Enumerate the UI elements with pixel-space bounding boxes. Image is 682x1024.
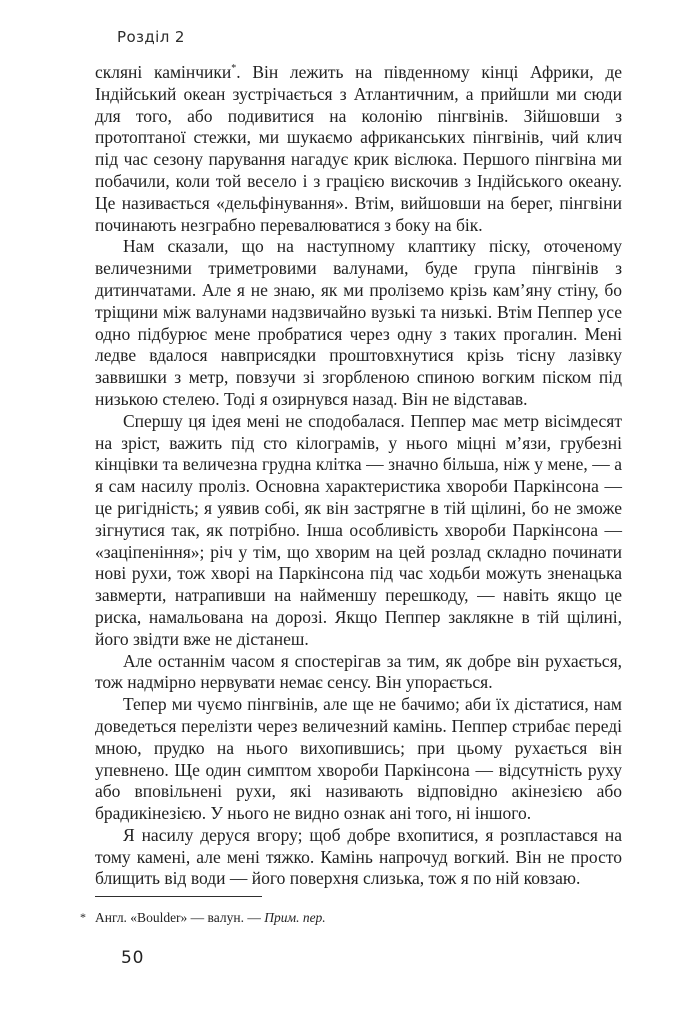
paragraph: Тепер ми чуємо пінгвінів, але ще не бачимо; аби їх дістатися, нам доведеться перелізти через величезний камінь. Пеппер стрибає переді мною, прудко на нього вихопившись; при цьому рухається він упевнено. Ще один симптом хвороби Паркінсона — відсутність руху або вповільнені рухи, які називають відповідно акінезією або брадикінезією. У нього не видно ознак ані того, ні іншого. xyxy=(95,694,622,824)
paragraph xyxy=(95,62,622,236)
paragraph: Спершу ця ідея мені не сподобалася. Пеппер має метр вісімдесят на зріст, важить під сто кілограмів, у нього міцні м’язи, грубезні кінцівки та величезна грудна клітка — значно більша, ніж у мене, — а я сам насилу проліз. Основна характеристика хвороби Паркінсона — це ригідність; я уявив собі, як він застрягне в тій щілині, бо не зможе зігнутися так, як потрібно. Інша особливість хвороби Паркінсона — «заціпеніння»; річ у тім, що хворим на цей розлад складно починати нові рухи, тож хворі на Паркінсона під час ходьби можуть зненацька завмерти, натрапивши на найменшу перешкоду, — навіть якщо це риска, намальована на дорозі. Якщо Пеппер заклякне в тій щілині, його звідти вже не дістанеш. xyxy=(95,410,622,649)
paragraph: Але останнім часом я спостерігав за тим, як добре він рухається, тож надмірно нервувати немає сенсу. Він упорається. xyxy=(95,650,622,693)
footnote-asterisk: * xyxy=(80,910,86,924)
paragraph-text: . Він лежить на південному кінці Африки, де Індійський океан зустрічається з Атлантичним, а прийшли ми сюди для того, або подивитися на колонію пінгвінів. Зійшовши з протоптаної стежки, ми шукаємо африканських пінгвінів, чий клич під час сезону парування нагадує крик віслюка. Першого пінгвіна ми побачили, коли той весело і з грацією вискочив з Індійського океану. Це називається «дельфінування». Втім, вийшовши на берег, пінгвіни починають незграбно перевалюватися з боку на бік. xyxy=(95,62,622,235)
footnote-area xyxy=(80,896,622,926)
footnote xyxy=(80,909,622,926)
footnote-divider xyxy=(95,896,262,897)
chapter-running-head: Розділ 2 xyxy=(117,28,185,46)
footnote-source: Прим. пер. xyxy=(264,910,326,925)
footnote-marker: * xyxy=(231,63,237,75)
paragraph-text: скляні камінчики xyxy=(95,62,232,82)
page-number: 50 xyxy=(121,948,145,968)
footnote-text: Англ. «Boulder» — валун. — xyxy=(95,910,265,925)
body-text xyxy=(95,62,622,890)
paragraph: Я насилу деруся вгору; щоб добре вхопитися, я розпластався на тому камені, але мені тяжко. Камінь напрочуд вогкий. Він не просто блищить від води — його поверхня слизька, тож я по ній ковзаю. xyxy=(95,824,622,889)
paragraph: Нам сказали, що на наступному клаптику піску, оточеному величезними триметровими валунами, буде група пінгвінів з дитинчатами. Але я не знаю, як ми проліземо крізь кам’яну стіну, бо тріщини між валунами надзвичайно вузькі та низькі. Втім Пеппер усе одно підбурює мене пробратися через одну з таких прогалин. Мені ледве вдалося навприсядки проштовхнутися крізь тісну лазівку заввишки з метр, повзучи зі згорбленою спиною вогким піском під низькою стелею. Тоді я озирнувся назад. Він не відставав. xyxy=(95,236,622,409)
